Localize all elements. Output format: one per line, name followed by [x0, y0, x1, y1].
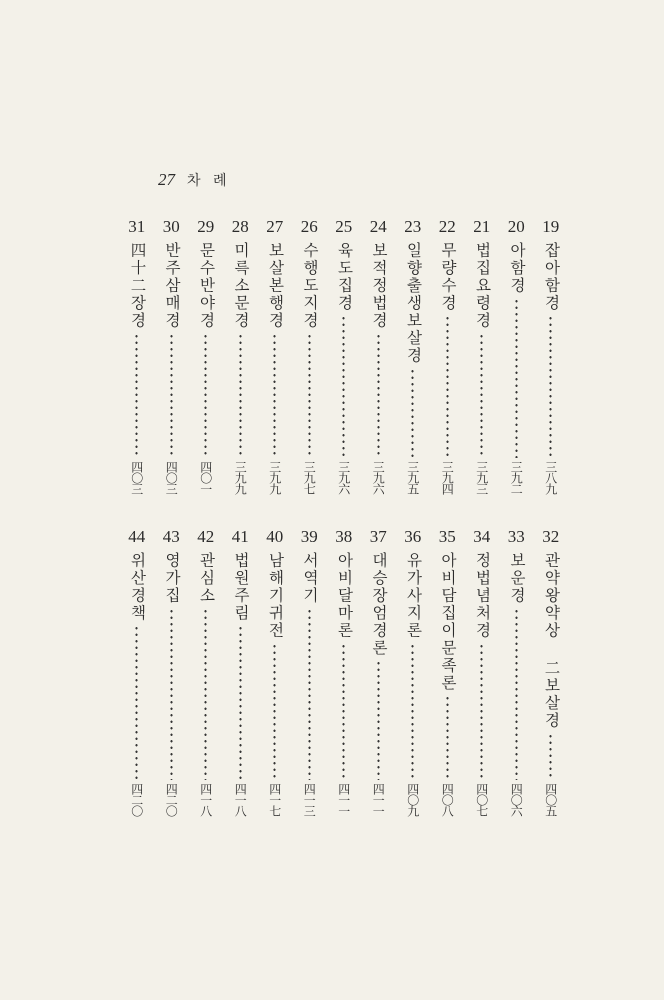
- dot-leader: [446, 695, 449, 780]
- entry-number: 40: [266, 527, 284, 546]
- dot-leader: [515, 608, 518, 781]
- entry-page: 三九六: [371, 461, 386, 494]
- entry-page: 四一一: [371, 783, 386, 816]
- toc-entry: [499, 216, 534, 494]
- dot-leader: [273, 643, 276, 781]
- toc-entry: [292, 526, 327, 816]
- dot-leader: [480, 643, 483, 781]
- dot-leader: [411, 368, 414, 459]
- toc-entry: [396, 216, 431, 494]
- entry-title: 四十二장경: [128, 242, 147, 330]
- entry-page: 四二〇: [129, 783, 144, 816]
- entry-number: 31: [128, 217, 146, 236]
- entry-page: 三九二: [509, 461, 524, 494]
- entry-title: 법원주림: [232, 552, 250, 622]
- toc-entry: [154, 216, 189, 494]
- dot-leader: [204, 608, 207, 781]
- entry-number: 20: [507, 217, 525, 236]
- toc-entry: [396, 526, 431, 816]
- entry-number: 43: [162, 527, 180, 546]
- toc-entry: [189, 526, 224, 816]
- entry-number: 44: [128, 527, 146, 546]
- entry-number: 37: [369, 527, 387, 546]
- entry-title: 수행도지경: [301, 242, 319, 330]
- entry-page: 三九五: [405, 461, 420, 494]
- entry-number: 39: [300, 527, 318, 546]
- toc-entry: [154, 526, 189, 816]
- entry-title: 영가집: [163, 552, 181, 605]
- entry-title: 유가사지론: [404, 552, 423, 640]
- entry-title: 위산경책: [128, 552, 147, 622]
- dot-leader: [239, 333, 242, 459]
- entry-page: 四〇七: [474, 783, 489, 816]
- entry-number: 34: [473, 527, 491, 546]
- dot-leader: [170, 333, 173, 459]
- toc-block-bottom: [120, 526, 569, 816]
- dot-leader: [135, 333, 138, 459]
- entry-page: 四〇八: [440, 783, 455, 816]
- entry-title: 미륵소문경: [232, 242, 250, 330]
- entry-title: 아비담집이문족론: [439, 552, 457, 692]
- entry-number: 38: [335, 527, 353, 546]
- entry-title: 남해기귀전: [266, 552, 285, 640]
- entry-number: 28: [231, 217, 249, 236]
- page-number: 27: [158, 170, 175, 189]
- toc-entry: [223, 526, 258, 816]
- entry-page: 三九四: [440, 461, 455, 494]
- toc-entry: [292, 216, 327, 494]
- entry-title: 반주삼매경: [163, 242, 181, 330]
- entry-page: 四〇五: [543, 783, 558, 816]
- entry-page: 四〇一: [198, 461, 213, 494]
- entry-page: 四一八: [198, 783, 213, 816]
- entry-number: 22: [438, 217, 456, 236]
- dot-leader: [239, 625, 242, 780]
- dot-leader: [273, 333, 276, 459]
- entry-title: 보살본행경: [266, 242, 285, 330]
- toc-entry: [327, 526, 362, 816]
- page-title: 차 례: [187, 173, 231, 189]
- dot-leader: [549, 315, 552, 458]
- dot-leader: [377, 660, 380, 780]
- toc-entry: [534, 526, 569, 816]
- dot-leader: [342, 315, 345, 458]
- dot-leader: [308, 608, 311, 781]
- toc-entry: [120, 526, 155, 816]
- entry-number: 24: [369, 217, 387, 236]
- page-header: [158, 170, 231, 190]
- dot-leader: [204, 333, 207, 459]
- dot-leader: [480, 333, 483, 459]
- dot-leader: [549, 733, 552, 781]
- toc-entry: [258, 526, 293, 816]
- entry-title: 잡아함경: [542, 242, 561, 312]
- entry-title: 육도집경: [335, 242, 354, 312]
- entry-page: 四一八: [233, 783, 248, 816]
- toc-entry: [430, 216, 465, 494]
- entry-page: 四一七: [267, 783, 282, 816]
- entry-number: 27: [266, 217, 284, 236]
- entry-title: 보적정법경: [370, 242, 388, 330]
- entry-title: 관약왕약상 二보살경: [542, 552, 561, 730]
- entry-page: 三九三: [474, 461, 489, 494]
- entry-number: 36: [404, 527, 422, 546]
- toc-entry: [189, 216, 224, 494]
- entry-page: 四〇九: [405, 783, 420, 816]
- toc-entry: [465, 526, 500, 816]
- entry-title: 일향출생보살경: [404, 242, 423, 365]
- toc-entry: [120, 216, 155, 494]
- entry-number: 23: [404, 217, 422, 236]
- entry-number: 21: [473, 217, 491, 236]
- entry-page: 四〇三: [164, 461, 179, 494]
- entry-title: 서역기: [301, 552, 319, 605]
- toc-entry: [465, 216, 500, 494]
- entry-number: 26: [300, 217, 318, 236]
- dot-leader: [308, 333, 311, 459]
- toc-entry: [258, 216, 293, 494]
- entry-title: 보운경: [508, 552, 526, 605]
- entry-page: 三九九: [233, 461, 248, 494]
- entry-page: 四一一: [336, 783, 351, 816]
- entry-number: 33: [507, 527, 525, 546]
- toc-entry: [327, 216, 362, 494]
- dot-leader: [446, 315, 449, 458]
- entry-page: 三九六: [336, 461, 351, 494]
- dot-leader: [411, 643, 414, 781]
- entry-page: 四〇三: [129, 461, 144, 494]
- dot-leader: [170, 608, 173, 781]
- dot-leader: [515, 298, 518, 459]
- entry-page: 三九七: [302, 461, 317, 494]
- entry-number: 41: [231, 527, 249, 546]
- toc-entry: [361, 526, 396, 816]
- entry-number: 29: [197, 217, 215, 236]
- toc-entry: [361, 216, 396, 494]
- entry-number: 32: [542, 527, 560, 546]
- toc-entry: [499, 526, 534, 816]
- entry-page: 四一三: [302, 783, 317, 816]
- entry-page: 三八九: [543, 461, 558, 494]
- entry-page: 四二〇: [164, 783, 179, 816]
- entry-title: 무량수경: [439, 242, 457, 312]
- dot-leader: [377, 333, 380, 459]
- entry-title: 관심소: [197, 552, 216, 605]
- entry-number: 30: [162, 217, 180, 236]
- entry-title: 아비달마론: [335, 552, 354, 640]
- entry-page: 四〇六: [509, 783, 524, 816]
- dot-leader: [135, 625, 138, 780]
- entry-number: 19: [542, 217, 560, 236]
- entry-title: 정법념처경: [473, 552, 492, 640]
- entry-number: 42: [197, 527, 215, 546]
- entry-title: 대승장엄경론: [370, 552, 388, 657]
- dot-leader: [342, 643, 345, 781]
- entry-title: 문수반야경: [197, 242, 216, 330]
- entry-number: 35: [438, 527, 456, 546]
- entry-page: 三九九: [267, 461, 282, 494]
- toc-entry: [223, 216, 258, 494]
- toc-entry: [534, 216, 569, 494]
- entry-number: 25: [335, 217, 353, 236]
- toc-entry: [430, 526, 465, 816]
- entry-title: 법집요령경: [473, 242, 492, 330]
- entry-title: 아함경: [508, 242, 526, 295]
- toc-block-top: [120, 216, 569, 494]
